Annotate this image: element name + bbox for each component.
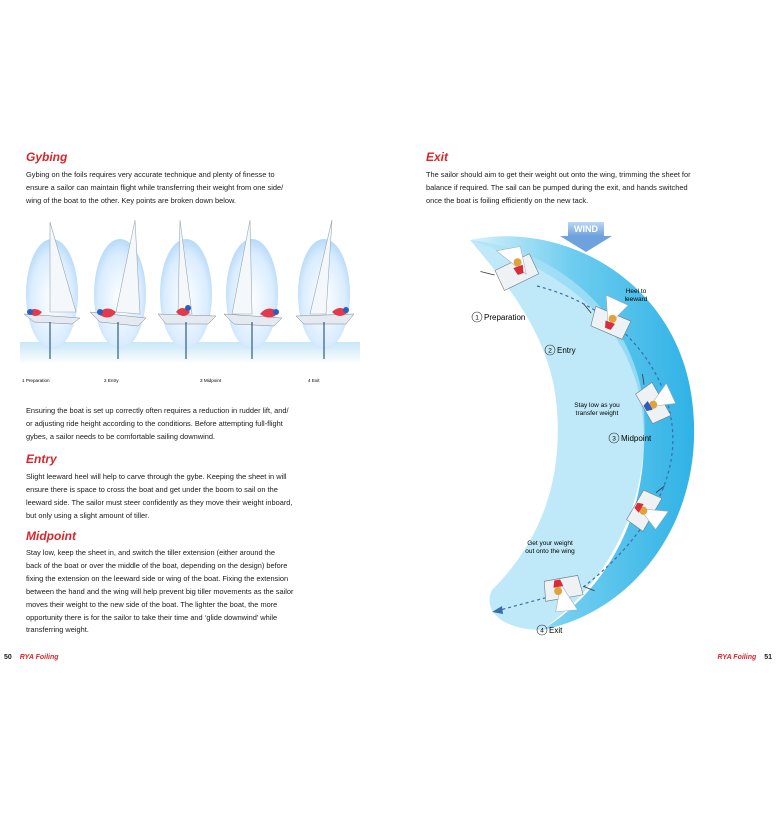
sequence-boat-1 <box>24 222 80 359</box>
right-page <box>392 0 784 814</box>
intro-line: or adjusting ride height according to the conditions. Before attempting full-flight <box>26 418 283 428</box>
sequence-label-preparation: 1 Preparation <box>22 378 50 383</box>
note-heel-to-leeward <box>625 288 648 303</box>
svg-text:1: 1 <box>475 314 479 322</box>
svg-text:3: 3 <box>612 435 616 443</box>
step-preparation <box>472 312 525 322</box>
sequence-boat-2 <box>90 220 146 359</box>
gybe-path-diagram <box>392 210 784 650</box>
step-preparation-label: Preparation <box>484 313 526 322</box>
svg-text:transfer weight: transfer weight <box>575 410 619 417</box>
left-footer <box>4 654 59 661</box>
sequence-label-entry: 2 Entry <box>104 378 119 383</box>
wind-label: WIND <box>574 224 598 234</box>
sequence-boat-5 <box>296 220 354 359</box>
intro-line: Ensuring the boat is set up correctly often requires a reduction in rudder lift, and/ <box>26 406 289 415</box>
entry-line: leeward side. The sailor must steer confidently as they move their weight inboard, <box>26 497 293 507</box>
sequence-boat-4 <box>224 220 282 359</box>
publication-name: RYA Foiling <box>717 654 757 661</box>
gybing-line: Gybing on the foils requires very accurate technique and plenty of finesse to <box>26 170 275 179</box>
page-number: 51 <box>764 654 772 661</box>
midpoint-line: back of the boat or over the middle of the boat, depending on the design) before <box>26 560 288 570</box>
midpoint-line: fixing the extension on the leeward side or wing of the boat. Fixing the extension <box>26 573 289 583</box>
svg-text:4: 4 <box>540 627 544 635</box>
midpoint-line: opportunity there is for the sailor to take their time and ‘glide downwind’ while <box>26 612 278 622</box>
midpoint-line: Stay low, keep the sheet in, and switch the tiller extension (either around the <box>26 548 275 557</box>
gybing-paragraph <box>26 169 283 208</box>
page-number: 50 <box>4 654 12 661</box>
intro-line: gybes, a sailor needs to be comfortable sailing downwind. <box>26 431 215 441</box>
sequence-label-midpoint: 3 Midpoint <box>200 378 222 383</box>
midpoint-line: transferring weight. <box>26 625 89 635</box>
exit-line: balance if required. The sail can be pumped during the exit, and hands switched <box>426 182 688 192</box>
step-entry-label: Entry <box>557 346 576 355</box>
gybing-line: ensure a sailor can maintain flight while transferring their weight from one side/ <box>26 182 284 192</box>
midpoint-line: between the hand and the wing will help prevent big tiller movements as the sailor <box>26 586 294 596</box>
sequence-boat-3 <box>158 220 216 359</box>
note-stay-low <box>574 402 620 417</box>
step-midpoint-label: Midpoint <box>621 434 652 443</box>
intro-paragraph <box>26 405 289 444</box>
svg-text:Heel to: Heel to <box>625 288 647 295</box>
entry-heading: Entry <box>26 452 57 466</box>
exit-heading: Exit <box>426 150 449 164</box>
midpoint-paragraph <box>26 547 293 637</box>
gybe-sequence-illustration <box>20 214 360 394</box>
entry-line: but only using a slight amount of tiller. <box>26 510 150 520</box>
midpoint-heading: Midpoint <box>26 529 76 543</box>
gybing-line: wing of the boat to the other. Key points are broken down below. <box>26 195 236 205</box>
publication-name: RYA Foiling <box>19 654 59 661</box>
midpoint-line: moves their weight to the new side of the boat. The lighter the boat, the more <box>26 599 278 609</box>
entry-line: ensure there is space to cross the boat and get under the boom to sail on the <box>26 484 278 494</box>
step-exit-label: Exit <box>549 626 563 635</box>
entry-paragraph <box>26 471 292 523</box>
exit-paragraph <box>426 169 691 208</box>
svg-text:out onto the wing: out onto the wing <box>525 548 575 555</box>
right-footer <box>717 654 772 661</box>
svg-text:Stay low as you: Stay low as you <box>574 402 620 409</box>
svg-text:leeward: leeward <box>624 296 648 303</box>
note-get-weight <box>525 540 575 555</box>
exit-line: once the boat is foiling efficiently on the new tack. <box>426 195 589 205</box>
entry-line: Slight leeward heel will help to carve through the gybe. Keeping the sheet in will <box>26 472 287 481</box>
svg-text:2: 2 <box>548 347 552 355</box>
svg-text:Get your weight: Get your weight <box>527 540 573 547</box>
gybing-heading: Gybing <box>26 150 68 164</box>
sequence-label-exit: 4 Exit <box>308 378 320 383</box>
exit-line: The sailor should aim to get their weight out onto the wing, trimming the sheet for <box>426 170 691 179</box>
